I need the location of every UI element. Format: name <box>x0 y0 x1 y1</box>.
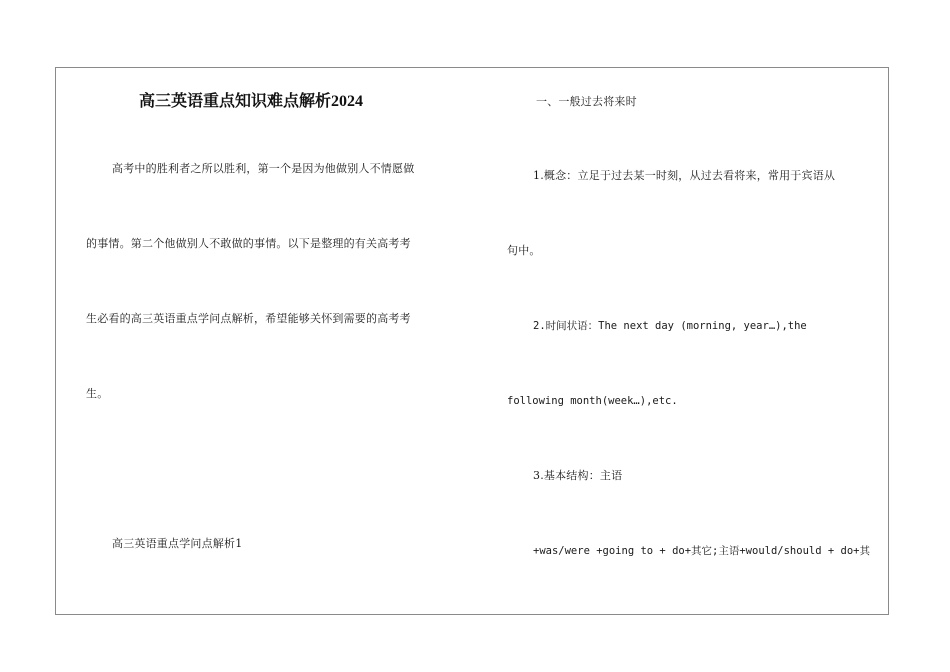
subheading: 高三英语重点学问点解析1 <box>112 537 243 550</box>
time-adverbial-line-1: 2.时间状语：The next day (morning, year…),the <box>533 320 807 332</box>
intro-line-4: 生。 <box>86 387 109 400</box>
structure-line-2: +was/were +going to + do+其它;主语+would/should + do+其 <box>533 545 870 557</box>
document-page <box>55 67 889 615</box>
intro-line-2: 的事情。第二个他做别人不敢做的事情。以下是整理的有关高考考 <box>86 237 411 250</box>
concept-line-1: 1.概念：立足于过去某一时刻，从过去看将来，常用于宾语从 <box>533 169 836 182</box>
concept-line-2: 句中。 <box>507 244 541 257</box>
section-heading: 一、一般过去将来时 <box>536 95 637 108</box>
time-adverbial-line-2: following month(week…),etc. <box>507 395 678 407</box>
document-title: 高三英语重点知识难点解析2024 <box>139 93 364 110</box>
intro-line-3: 生必看的高三英语重点学问点解析，希望能够关怀到需要的高考考 <box>86 312 411 325</box>
structure-line-1: 3.基本结构：主语 <box>533 469 623 482</box>
intro-line-1: 高考中的胜利者之所以胜利，第一个是因为他做别人不情愿做 <box>112 162 415 175</box>
